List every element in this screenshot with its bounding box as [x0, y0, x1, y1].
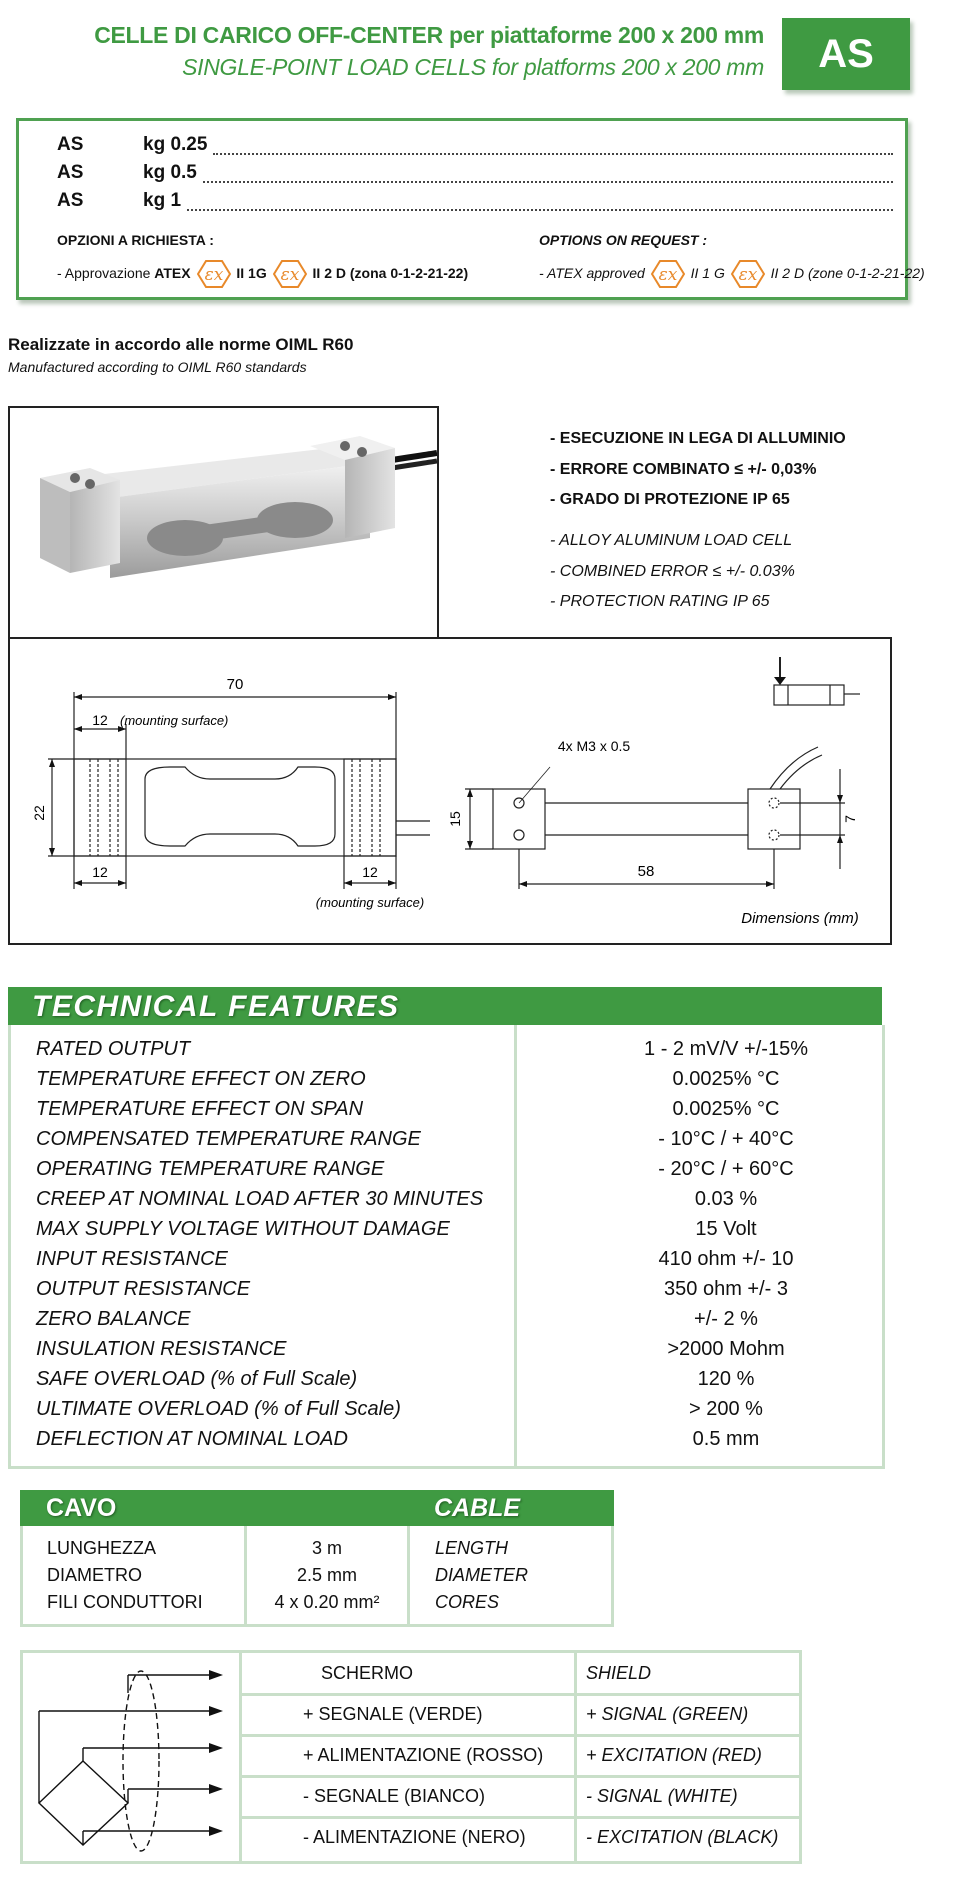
- option-zone-2: II 2 D (zona 0-1-2-21-22): [312, 265, 469, 281]
- table-row: [23, 1538, 611, 1564]
- model-capacity: kg 0.25: [143, 134, 208, 155]
- option-zone-1: II 1 G: [690, 265, 725, 281]
- model-name: AS: [57, 162, 84, 183]
- wire-label-en: - SIGNAL (WHITE): [586, 1786, 738, 1806]
- spec-value: >2000 Mohm: [667, 1338, 785, 1360]
- model-capacity: kg 0.5: [143, 162, 197, 183]
- spec-label: TEMPERATURE EFFECT ON SPAN: [36, 1098, 364, 1120]
- feature-it-3: - GRADO DI PROTEZIONE IP 65: [550, 491, 790, 508]
- atex-ex-icon: [197, 259, 231, 289]
- row-divider: [239, 1775, 799, 1778]
- table-row: [36, 1248, 882, 1278]
- options-title-english: OPTIONS ON REQUEST :: [539, 232, 708, 248]
- load-cell-image: [10, 408, 437, 638]
- feature-it-1: - ESECUZIONE IN LEGA DI ALLUMINIO: [550, 430, 846, 447]
- cable-value: 3 m: [311, 1538, 342, 1558]
- standards-english: Manufactured according to OIML R60 standards: [8, 359, 307, 375]
- option-prefix: - Approvazione: [57, 265, 151, 281]
- wire-label-it: SCHERMO: [321, 1663, 414, 1683]
- spec-value: 15 Volt: [695, 1218, 757, 1240]
- table-row: [36, 1308, 882, 1338]
- wire-label-it: - ALIMENTAZIONE (NERO): [303, 1827, 526, 1847]
- cable-label-it: LUNGHEZZA: [47, 1538, 157, 1558]
- spec-value: +/- 2 %: [694, 1308, 758, 1330]
- option-atex: ATEX: [154, 265, 191, 281]
- atex-ex-icon: [273, 259, 307, 289]
- spec-value: > 200 %: [689, 1398, 763, 1420]
- row-divider: [239, 1816, 799, 1819]
- cable-label-en: LENGTH: [435, 1538, 509, 1558]
- dimensions-label: Dimensions (mm): [741, 910, 859, 927]
- spec-value: - 10°C / + 40°C: [658, 1128, 794, 1150]
- table-row: [36, 1098, 882, 1128]
- model-capacity: kg 1: [143, 190, 182, 211]
- title-italian: CELLE DI CARICO OFF-CENTER per piattaforme 200 x 200 mm: [94, 22, 764, 48]
- spec-label: SAFE OVERLOAD (% of Full Scale): [36, 1368, 358, 1390]
- cable-label-it: DIAMETRO: [47, 1565, 143, 1585]
- mounting-surface-bottom: (mounting surface): [315, 895, 425, 910]
- technical-features-table: [8, 1025, 885, 1469]
- wire-label-it: + SEGNALE (VERDE): [303, 1704, 483, 1724]
- wire-label-en: - EXCITATION (BLACK): [586, 1827, 779, 1847]
- atex-ex-icon: [731, 259, 765, 289]
- spec-value: 1 - 2 mV/V +/-15%: [644, 1038, 808, 1060]
- spec-label: INPUT RESISTANCE: [36, 1248, 228, 1270]
- table-row: [36, 1188, 882, 1218]
- dim-58: 58: [637, 863, 655, 880]
- table-row: [36, 1428, 882, 1458]
- table-row: [23, 1592, 611, 1618]
- wire-label-en: + EXCITATION (RED): [586, 1745, 762, 1765]
- leader-dots: [203, 162, 893, 183]
- leader-dots: [187, 190, 893, 211]
- dim-7: 7: [842, 815, 858, 823]
- table-row: [36, 1158, 882, 1188]
- cable-title-italian: CAVO: [46, 1494, 117, 1522]
- option-prefix: - ATEX approved: [539, 265, 645, 281]
- model-badge: AS: [782, 18, 910, 90]
- spec-value: 410 ohm +/- 10: [658, 1248, 794, 1270]
- row-divider: [239, 1693, 799, 1696]
- row-divider: [239, 1734, 799, 1737]
- spec-value: 0.03 %: [694, 1188, 758, 1210]
- dim-12-bottom-right: 12: [362, 864, 378, 880]
- spec-label: OPERATING TEMPERATURE RANGE: [36, 1158, 385, 1180]
- feature-en-3: - PROTECTION RATING IP 65: [550, 593, 770, 610]
- model-row: [57, 134, 897, 162]
- model-name: AS: [57, 190, 84, 211]
- options-italian: [57, 256, 468, 290]
- svg-text:εx: εx: [738, 265, 758, 286]
- mounting-surface-top: (mounting surface): [120, 713, 229, 728]
- dimension-drawing: [8, 637, 892, 945]
- svg-text:εx: εx: [280, 265, 299, 286]
- spec-label: ULTIMATE OVERLOAD (% of Full Scale): [36, 1398, 401, 1420]
- cable-value: 2.5 mm: [296, 1565, 357, 1585]
- wire-label-it: - SEGNALE (BIANCO): [303, 1786, 486, 1806]
- load-cell-photo: [8, 406, 439, 640]
- table-row: [36, 1338, 882, 1368]
- feature-it-2: - ERRORE COMBINATO ≤ +/- 0,03%: [550, 461, 817, 478]
- model-name: AS: [57, 134, 84, 155]
- table-row: [36, 1278, 882, 1308]
- atex-ex-icon: [651, 259, 685, 289]
- spec-label: INSULATION RESISTANCE: [36, 1338, 287, 1360]
- feature-en-2: - COMBINED ERROR ≤ +/- 0.03%: [550, 563, 795, 580]
- spec-value: 0.5 mm: [692, 1428, 760, 1450]
- model-row: [57, 190, 897, 218]
- wire-label-it: + ALIMENTAZIONE (ROSSO): [303, 1745, 544, 1765]
- table-row: [23, 1565, 611, 1591]
- model-row: [57, 162, 897, 190]
- wire-label-en: SHIELD: [586, 1663, 652, 1683]
- table-row: [36, 1038, 882, 1068]
- spec-label: OUTPUT RESISTANCE: [36, 1278, 251, 1300]
- svg-text:εx: εx: [658, 265, 678, 286]
- dim-12-bottom-left: 12: [92, 864, 108, 880]
- spec-label: COMPENSATED TEMPERATURE RANGE: [36, 1128, 421, 1150]
- column-divider: [574, 1653, 577, 1861]
- cable-label-it: FILI CONDUTTORI: [47, 1592, 203, 1612]
- spec-label: RATED OUTPUT: [36, 1038, 191, 1060]
- option-zone-2: II 2 D (zone 0-1-2-21-22): [770, 265, 925, 281]
- technical-features-title: TECHNICAL FEATURES: [32, 990, 400, 1023]
- spec-value: 0.0025% °C: [672, 1098, 780, 1120]
- spec-value: - 20°C / + 60°C: [658, 1158, 794, 1180]
- bridge-wiring-diagram: [23, 1653, 237, 1861]
- dim-12-top: 12: [92, 712, 108, 728]
- spec-label: ZERO BALANCE: [36, 1308, 191, 1330]
- spec-label: CREEP AT NOMINAL LOAD AFTER 30 MINUTES: [36, 1188, 484, 1210]
- table-row: [36, 1128, 882, 1158]
- technical-drawing: [10, 639, 890, 943]
- options-english: [539, 256, 925, 290]
- cable-label-en: DIAMETER: [435, 1565, 529, 1585]
- standards-italian: Realizzate in accordo alle norme OIML R60: [8, 335, 354, 354]
- table-row: [36, 1368, 882, 1398]
- technical-features-header: [8, 987, 882, 1025]
- column-divider: [239, 1653, 242, 1861]
- cable-value: 4 x 0.20 mm²: [274, 1592, 380, 1612]
- option-zone-1: II 1G: [236, 265, 267, 281]
- feature-en-1: - ALLOY ALUMINUM LOAD CELL: [550, 532, 793, 549]
- spec-value: 0.0025% °C: [672, 1068, 780, 1090]
- options-title-italian: OPZIONI A RICHIESTA :: [57, 232, 214, 248]
- spec-label: TEMPERATURE EFFECT ON ZERO: [36, 1068, 366, 1090]
- table-row: [36, 1068, 882, 1098]
- cable-title-english: CABLE: [434, 1494, 521, 1522]
- wire-label-en: + SIGNAL (GREEN): [586, 1704, 749, 1724]
- spec-label: DEFLECTION AT NOMINAL LOAD: [36, 1428, 348, 1450]
- models-box: [16, 118, 925, 300]
- cable-header: [20, 1490, 614, 1526]
- cable-table: [20, 1526, 614, 1627]
- spec-value: 350 ohm +/- 3: [664, 1278, 788, 1300]
- dim-70: 70: [226, 676, 244, 693]
- svg-text:εx: εx: [204, 265, 223, 286]
- title-english: SINGLE-POINT LOAD CELLS for platforms 200 x 200 mm: [182, 54, 764, 80]
- table-row: [36, 1398, 882, 1428]
- spec-value: 120 %: [697, 1368, 755, 1390]
- spec-label: MAX SUPPLY VOLTAGE WITHOUT DAMAGE: [36, 1218, 450, 1240]
- dim-22: 22: [31, 805, 47, 821]
- table-row: [36, 1218, 882, 1248]
- thread-label: 4x M3 x 0.5: [557, 738, 631, 754]
- dim-15: 15: [447, 811, 463, 827]
- leader-dots: [213, 134, 893, 155]
- cable-label-en: CORES: [435, 1592, 500, 1612]
- wiring-table: [20, 1650, 802, 1864]
